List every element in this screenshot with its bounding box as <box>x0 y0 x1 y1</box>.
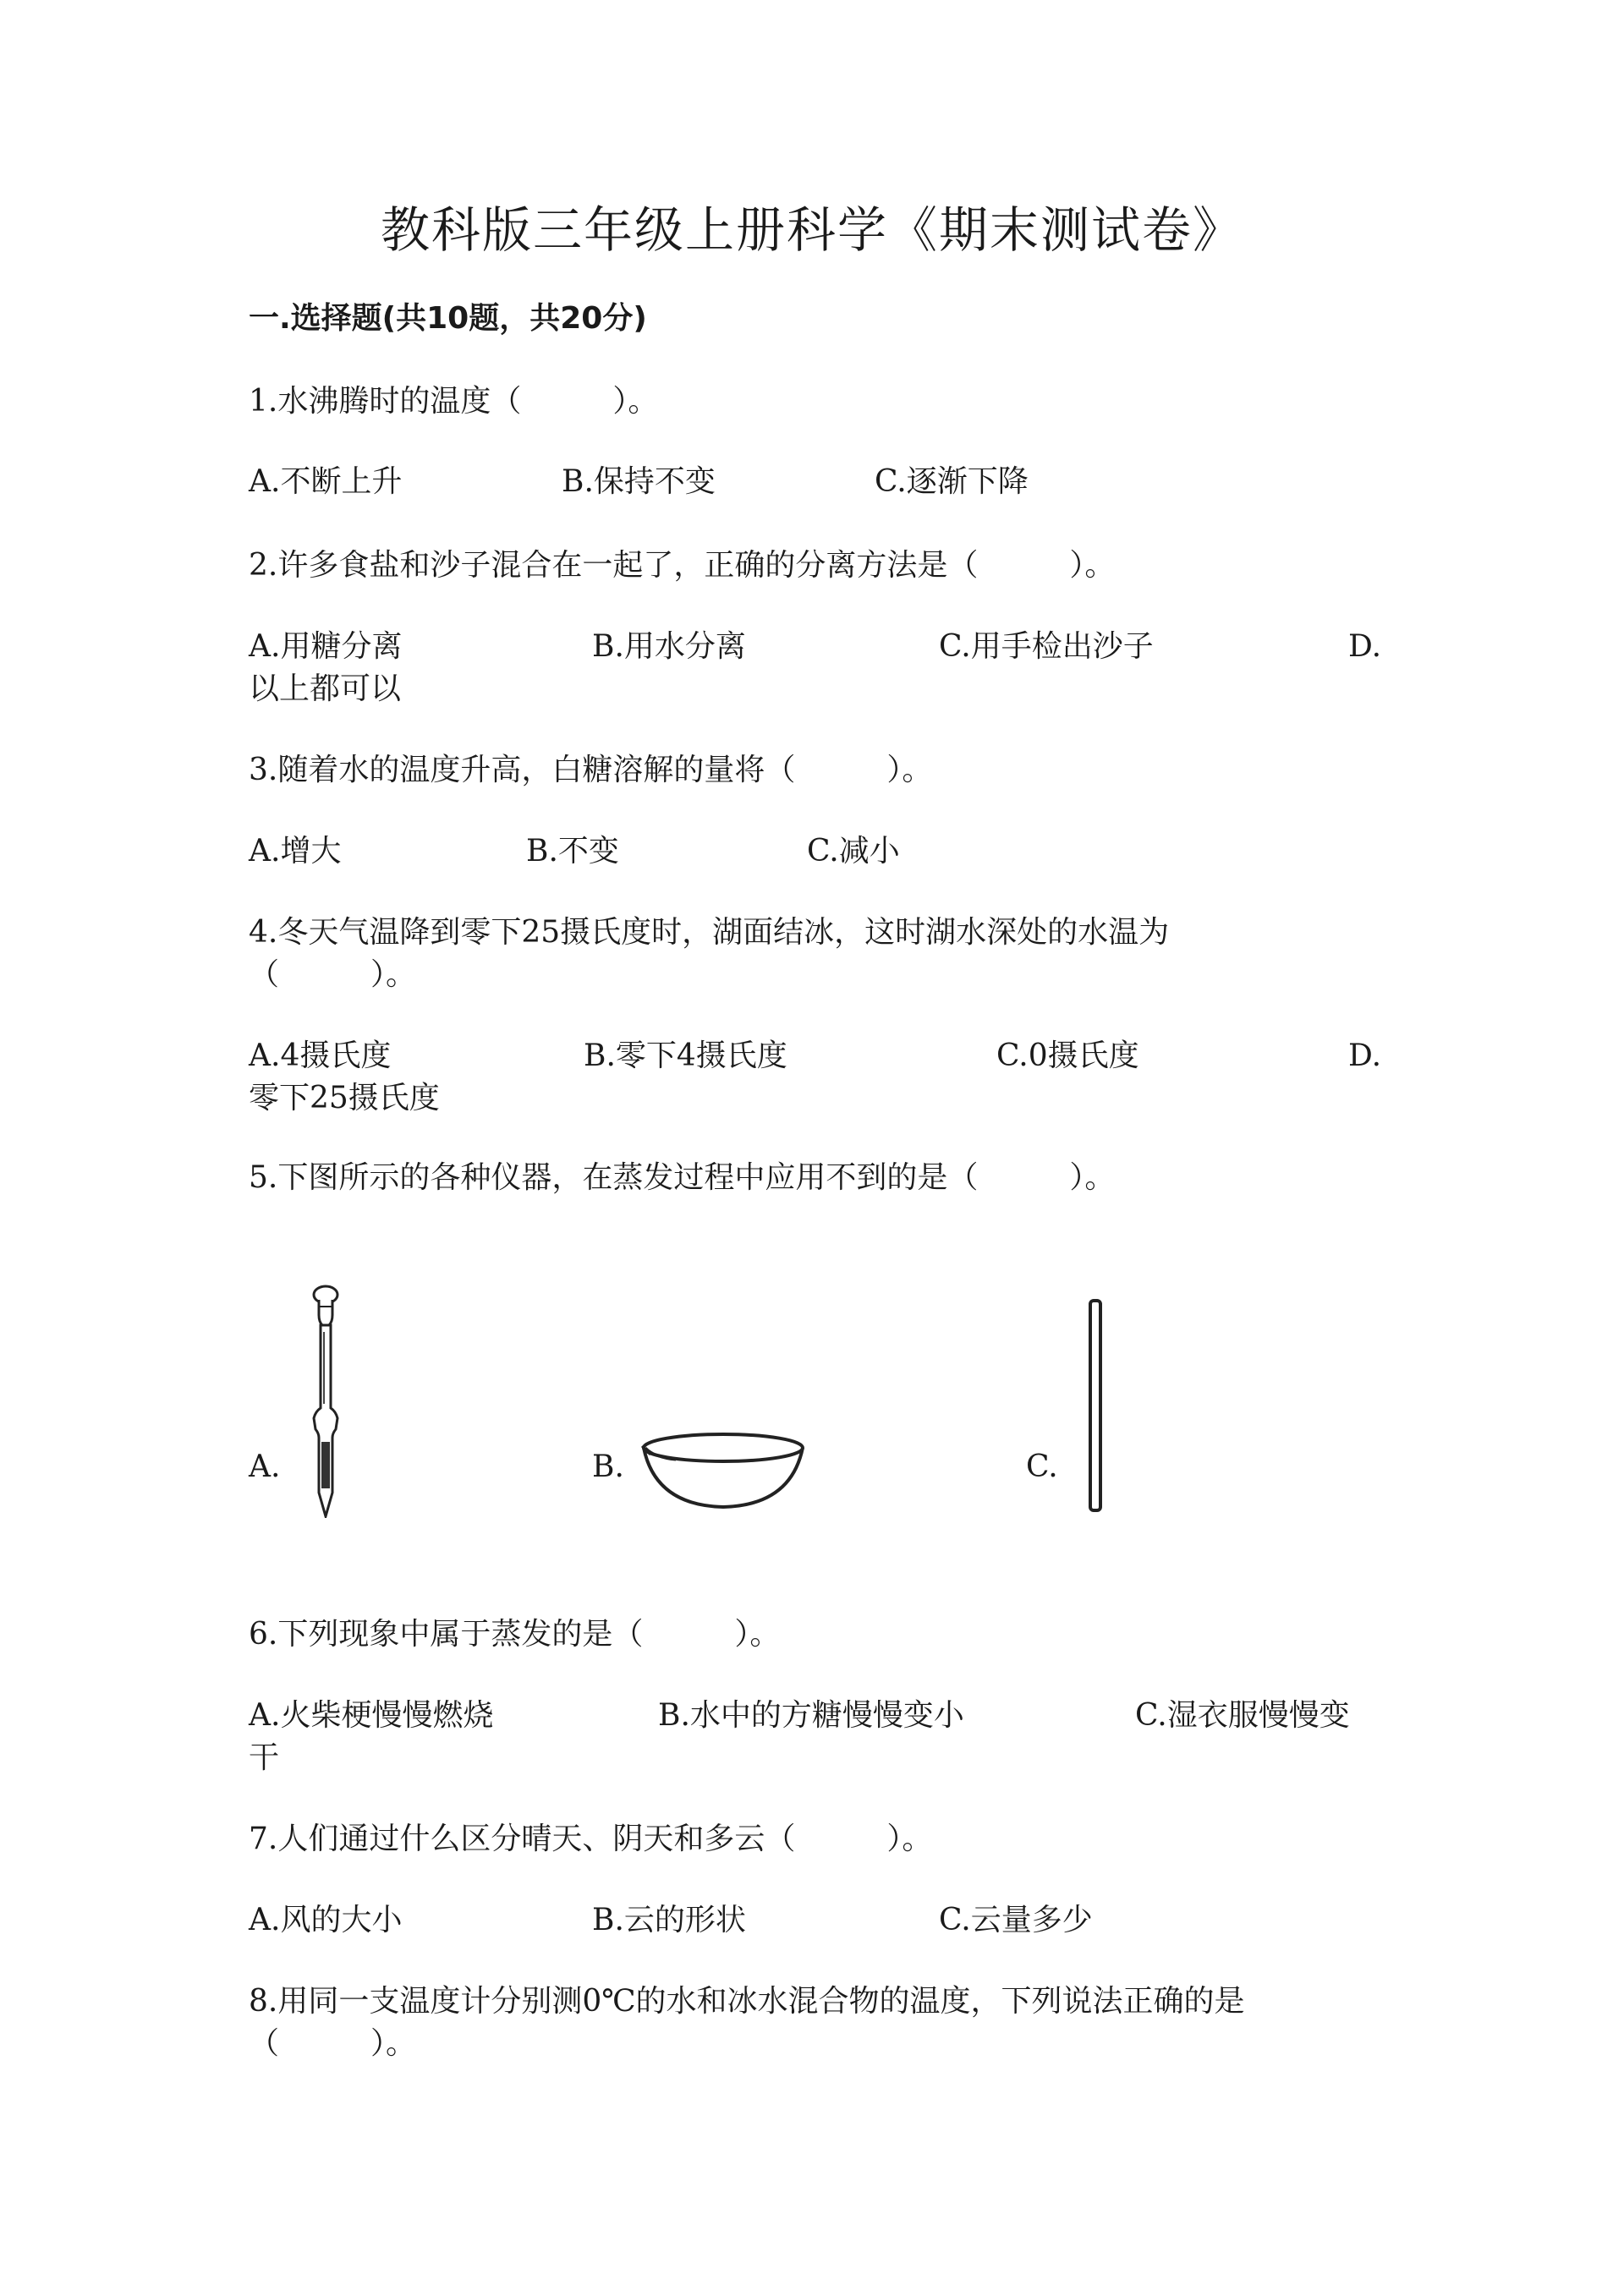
section-heading: 一.选择题(共10题，共20分) <box>249 301 647 336</box>
evaporating-dish-icon <box>639 1429 808 1514</box>
option-b: B.保持不变 <box>562 464 716 499</box>
option-c-text: 干 <box>249 1740 280 1775</box>
page-title: 教科版三年级上册科学《期末测试卷》 <box>380 201 1243 259</box>
dropper-icon <box>300 1281 351 1518</box>
image-option-c-label: C. <box>1026 1449 1058 1484</box>
question-8-blank: （ ）。 <box>249 2026 417 2061</box>
option-a: A.4摄氏度 <box>249 1038 392 1073</box>
question-7-options <box>249 1899 1382 1942</box>
option-b: B.用水分离 <box>592 629 746 664</box>
option-c: C.逐渐下降 <box>875 464 1029 499</box>
option-b: B.零下4摄氏度 <box>584 1038 787 1073</box>
question-4-blank: （ ）。 <box>249 957 417 992</box>
option-c: C.0摄氏度 <box>996 1038 1139 1073</box>
question-6: 6.下列现象中属于蒸发的是（ ）。 <box>249 1617 781 1652</box>
option-b: B.云的形状 <box>592 1903 746 1937</box>
image-option-a-label: A. <box>249 1449 281 1484</box>
option-d: D. <box>1348 1038 1382 1073</box>
option-c: C.云量多少 <box>939 1903 1093 1937</box>
option-c: C.用手检出沙子 <box>939 629 1154 664</box>
image-option-b-label: B. <box>592 1449 624 1484</box>
option-c: C.湿衣服慢慢变 <box>1135 1698 1350 1733</box>
option-a: A.火柴梗慢慢燃烧 <box>249 1698 494 1733</box>
option-b: B.不变 <box>526 834 619 869</box>
option-a: A.不断上升 <box>249 464 403 499</box>
option-a: A.增大 <box>249 834 342 869</box>
question-1-options <box>249 461 1382 503</box>
question-5: 5.下图所示的各种仪器，在蒸发过程中应用不到的是（ ）。 <box>249 1160 1116 1195</box>
glass-rod-icon <box>1083 1298 1108 1514</box>
option-d-text: 零下25摄氏度 <box>249 1081 440 1115</box>
option-b: B.水中的方糖慢慢变小 <box>658 1698 964 1733</box>
question-2-options <box>249 626 1382 668</box>
question-8: 8.用同一支温度计分别测0℃的水和冰水混合物的温度，下列说法正确的是 <box>249 1984 1245 2019</box>
option-d-text: 以上都可以 <box>249 671 402 706</box>
question-1: 1.水沸腾时的温度（ ）。 <box>249 384 659 419</box>
question-4: 4.冬天气温降到零下25摄氏度时，湖面结冰，这时湖水深处的水温为 <box>249 915 1170 950</box>
question-7: 7.人们通过什么区分晴天、阴天和多云（ ）。 <box>249 1822 933 1856</box>
option-a: A.用糖分离 <box>249 629 403 664</box>
question-3-options <box>249 830 1382 873</box>
option-c: C.减小 <box>807 834 900 869</box>
option-a: A.风的大小 <box>249 1903 403 1937</box>
question-3: 3.随着水的温度升高，白糖溶解的量将（ ）。 <box>249 753 933 787</box>
option-d: D. <box>1348 629 1382 664</box>
question-6-options <box>249 1695 1382 1737</box>
question-2: 2.许多食盐和沙子混合在一起了，正确的分离方法是（ ）。 <box>249 548 1116 583</box>
question-4-options <box>249 1035 1382 1077</box>
